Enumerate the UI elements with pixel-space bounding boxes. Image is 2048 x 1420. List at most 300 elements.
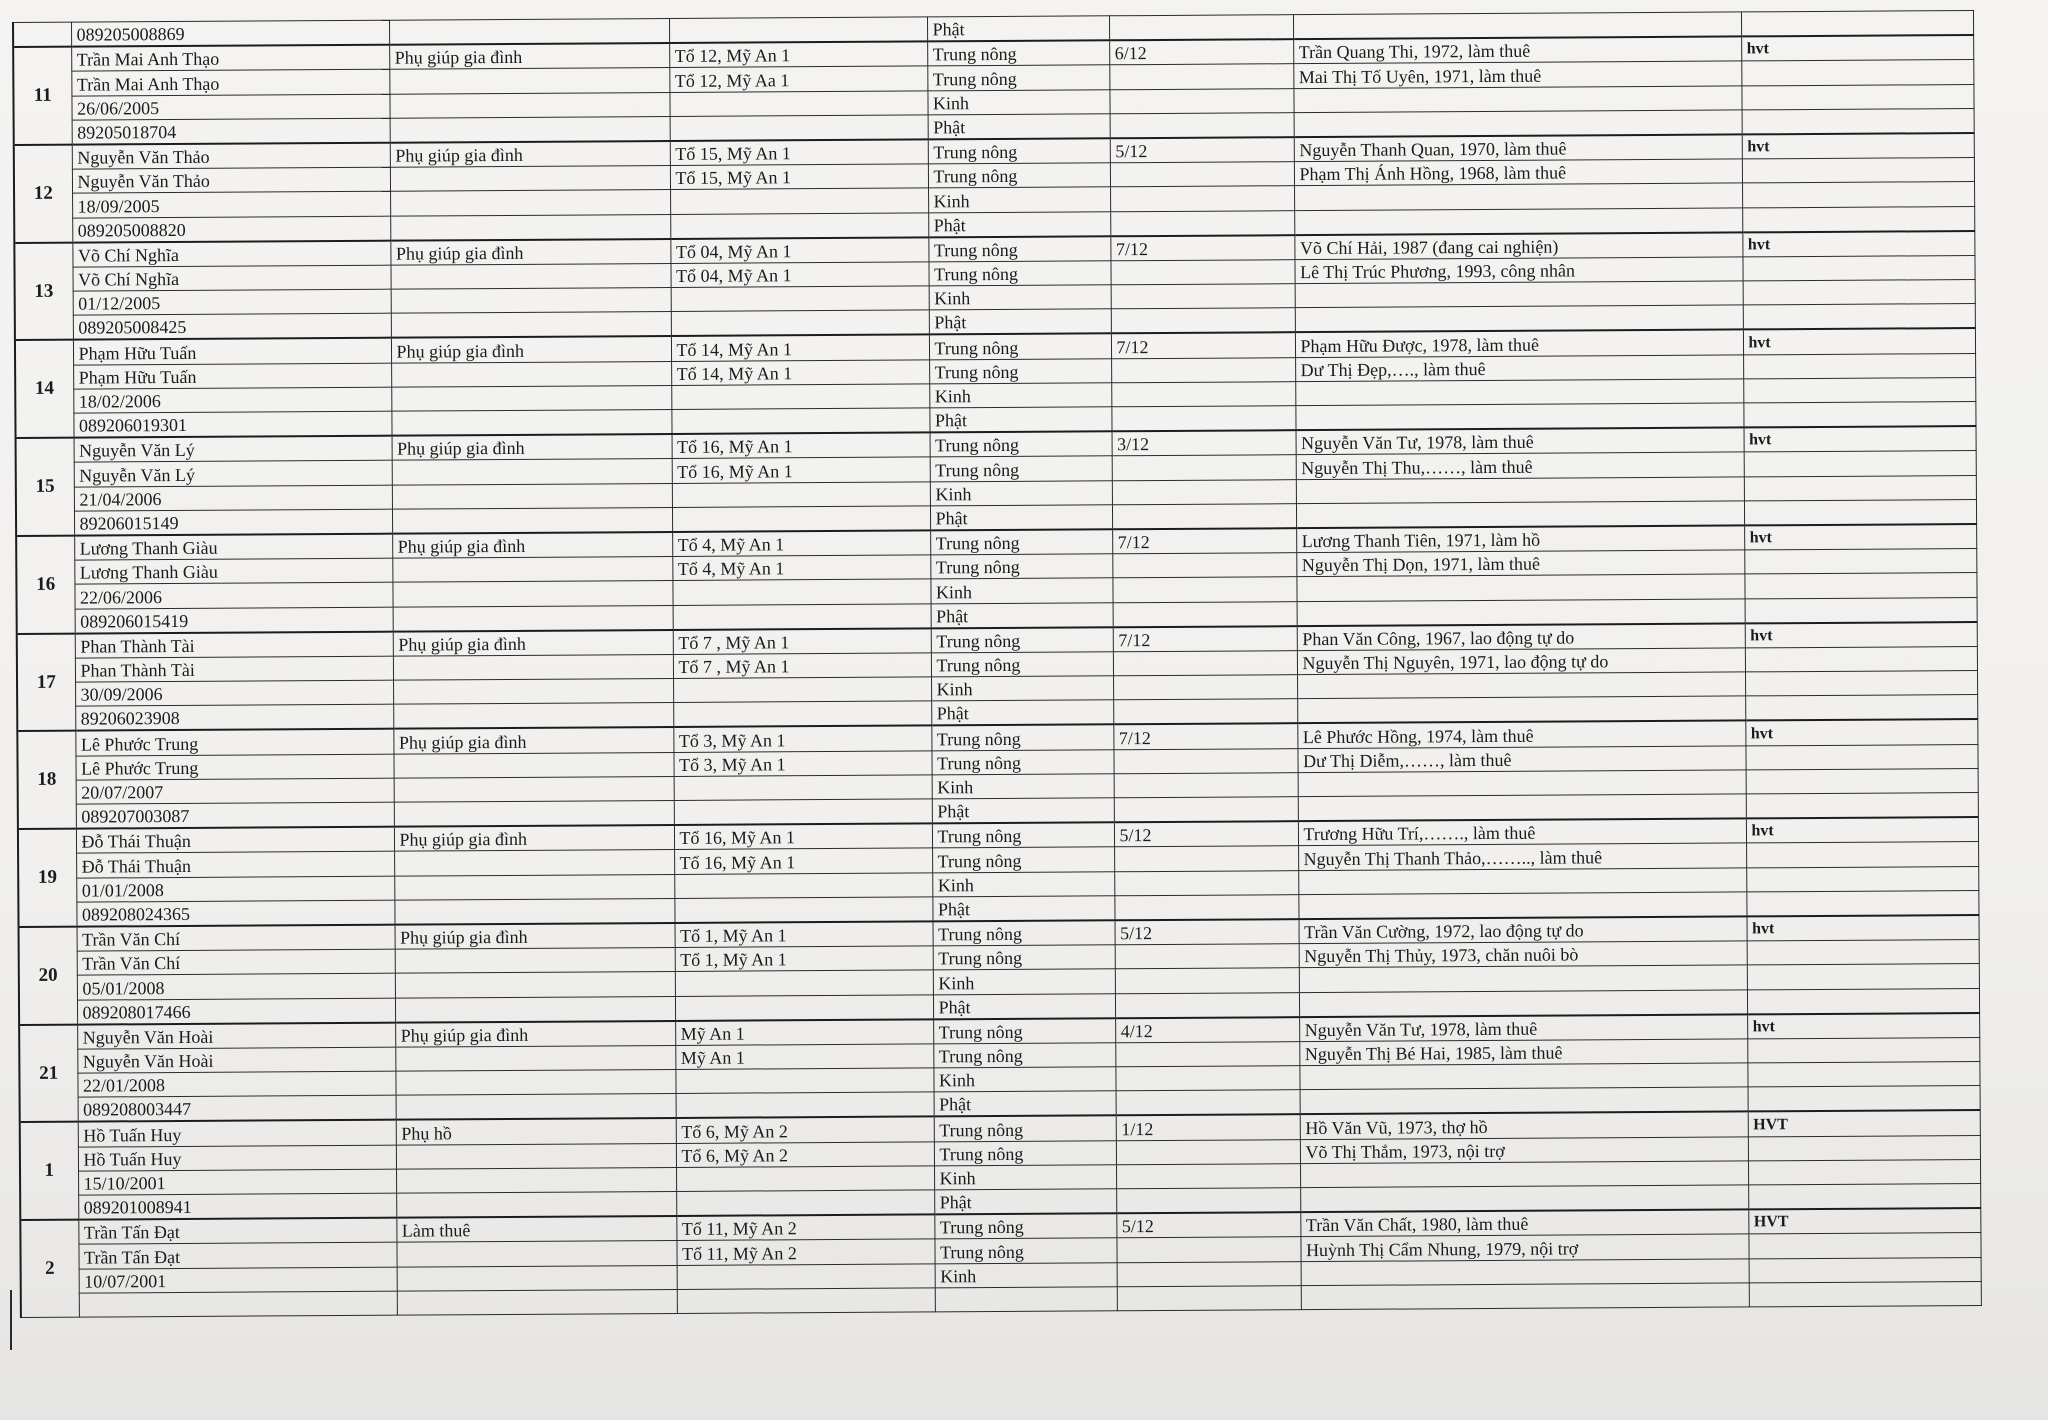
address-cell: Tổ 16, Mỹ An 1 xyxy=(672,433,930,459)
address-cell: Tổ 14, Mỹ An 1 xyxy=(671,360,929,386)
person-info-cell: 089208003447 xyxy=(78,1095,396,1122)
occupation-cell xyxy=(395,972,675,998)
row-index-cell: 2 xyxy=(20,1220,79,1318)
code-cell xyxy=(1742,158,1974,184)
months-cell: 1/12 xyxy=(1116,1115,1300,1141)
occupation-cell xyxy=(393,703,673,729)
class-ethnic-religion-cell: Trung nông xyxy=(934,1140,1116,1165)
occupation-cell xyxy=(394,850,674,876)
address-cell: Tổ 12, Mỹ Aa 1 xyxy=(669,66,927,92)
code-cell xyxy=(1741,84,1973,110)
person-info-cell: 89205018704 xyxy=(72,118,390,145)
address-cell xyxy=(672,506,930,532)
class-ethnic-religion-cell: Phật xyxy=(934,1189,1116,1215)
person-info-cell: 089208024365 xyxy=(76,900,394,927)
person-info-cell: 20/07/2007 xyxy=(76,778,394,804)
class-ethnic-religion-cell: Kinh xyxy=(929,383,1111,408)
months-cell xyxy=(1109,15,1293,41)
code-cell xyxy=(1747,940,1979,966)
person-info-cell: 089201008941 xyxy=(78,1193,396,1220)
occupation-cell: Làm thuê xyxy=(396,1216,676,1242)
class-ethnic-religion-cell: Trung nông xyxy=(930,431,1112,457)
class-ethnic-religion-cell: Trung nông xyxy=(931,627,1113,653)
months-cell xyxy=(1112,455,1296,480)
months-cell xyxy=(1110,162,1294,187)
occupation-cell: Phụ giúp gia đình xyxy=(394,825,674,851)
parent-cell xyxy=(1294,110,1742,137)
parent-cell: Mai Thị Tố Uyên, 1971, làm thuê xyxy=(1293,61,1741,88)
class-ethnic-religion-cell: Trung nông xyxy=(933,920,1115,946)
person-info-cell: Hồ Tuấn Huy xyxy=(78,1120,396,1147)
address-cell xyxy=(670,212,928,238)
address-cell xyxy=(675,994,933,1020)
parent-cell: Nguyễn Thanh Quan, 1970, làm thuê xyxy=(1294,134,1742,161)
months-cell xyxy=(1116,1188,1300,1214)
code-cell xyxy=(1746,890,1978,916)
months-cell: 7/12 xyxy=(1111,333,1295,359)
months-cell: 6/12 xyxy=(1109,39,1293,65)
occupation-cell: Phụ giúp gia đình xyxy=(390,239,670,265)
occupation-cell xyxy=(390,116,670,142)
code-cell xyxy=(1748,1135,1980,1161)
row-index-cell: 12 xyxy=(14,145,73,243)
occupation-cell: Phụ giúp gia đình xyxy=(392,532,672,558)
class-ethnic-religion-cell: Phật xyxy=(928,114,1110,140)
months-cell xyxy=(1113,748,1297,773)
occupation-cell xyxy=(390,214,670,240)
code-cell xyxy=(1748,1159,1980,1185)
occupation-cell xyxy=(394,800,674,826)
occupation-cell xyxy=(389,92,669,118)
class-ethnic-religion-cell: Trung nông xyxy=(933,1018,1115,1044)
months-cell xyxy=(1111,357,1295,382)
months-cell xyxy=(1110,112,1294,138)
occupation-cell xyxy=(397,1289,677,1315)
class-ethnic-religion-cell xyxy=(935,1287,1117,1312)
months-cell: 7/12 xyxy=(1112,528,1296,554)
class-ethnic-religion-cell: Trung nông xyxy=(934,1213,1116,1239)
class-ethnic-religion-cell: Kinh xyxy=(929,285,1111,310)
code-cell xyxy=(1743,377,1975,403)
parent-cell: Phan Văn Công, 1967, lao động tự do xyxy=(1297,623,1745,650)
row-index-cell: 16 xyxy=(16,536,75,634)
parent-cell xyxy=(1296,476,1744,503)
occupation-cell: Phụ giúp gia đình xyxy=(389,43,669,69)
parent-cell: Hồ Văn Vũ, 1973, thợ hồ xyxy=(1300,1112,1748,1139)
months-cell xyxy=(1114,894,1298,920)
occupation-cell: Phụ giúp gia đình xyxy=(395,1021,675,1047)
code-cell xyxy=(1747,964,1979,990)
months-cell xyxy=(1113,675,1297,700)
person-info-cell: Nguyễn Văn Hoài xyxy=(77,1022,395,1049)
months-cell xyxy=(1110,260,1294,285)
months-cell xyxy=(1112,577,1296,602)
parent-cell xyxy=(1299,1063,1747,1090)
parent-cell: Lương Thanh Tiên, 1971, làm hồ xyxy=(1296,525,1744,552)
months-cell xyxy=(1110,186,1294,211)
address-cell: Tổ 7 , Mỹ An 1 xyxy=(673,653,931,679)
address-cell xyxy=(674,872,932,898)
class-ethnic-religion-cell: Trung nông xyxy=(928,138,1110,164)
code-cell xyxy=(1742,108,1974,134)
code-cell xyxy=(1744,451,1976,477)
person-info-cell: 01/12/2005 xyxy=(73,289,391,315)
person-info-cell: 22/01/2008 xyxy=(77,1071,395,1097)
occupation-cell xyxy=(396,1143,676,1169)
months-cell: 4/12 xyxy=(1115,1017,1299,1043)
occupation-cell xyxy=(396,1094,676,1120)
months-cell xyxy=(1114,870,1298,895)
parent-cell xyxy=(1300,1185,1748,1212)
occupation-cell xyxy=(390,190,670,216)
records-table-body xyxy=(13,11,1981,1318)
occupation-cell xyxy=(392,459,672,485)
parent-cell xyxy=(1297,672,1745,699)
person-info-cell: Trần Tấn Đạt xyxy=(78,1243,396,1269)
months-cell xyxy=(1115,1066,1299,1091)
address-cell xyxy=(669,17,927,43)
row-index-cell: 17 xyxy=(17,633,76,731)
code-cell: HVT xyxy=(1748,1208,1980,1234)
occupation-cell xyxy=(394,898,674,924)
row-index-cell: 1 xyxy=(20,1122,79,1220)
person-info-cell: Nguyễn Văn Hoài xyxy=(77,1047,395,1073)
parent-cell xyxy=(1298,770,1746,797)
person-info-cell: 01/01/2008 xyxy=(76,876,394,902)
address-cell xyxy=(676,1190,934,1216)
occupation-cell xyxy=(390,166,670,192)
occupation-cell xyxy=(389,18,669,44)
person-info-cell: Nguyễn Văn Lý xyxy=(74,436,392,463)
row-index-cell: 20 xyxy=(19,927,78,1025)
parent-cell: Võ Chí Hải, 1987 (đang cai nghiện) xyxy=(1294,232,1742,259)
parent-cell xyxy=(1301,1283,1749,1310)
class-ethnic-religion-cell: Trung nông xyxy=(929,358,1111,383)
code-cell xyxy=(1749,1281,1981,1307)
months-cell xyxy=(1115,1042,1299,1067)
person-info-cell: 30/09/2006 xyxy=(75,680,393,706)
class-ethnic-religion-cell: Trung nông xyxy=(932,822,1114,848)
code-cell xyxy=(1746,768,1978,794)
id-number-cell: 089205008869 xyxy=(71,20,389,47)
code-cell xyxy=(1746,866,1978,892)
months-cell: 5/12 xyxy=(1114,821,1298,847)
class-ethnic-religion-cell: Kinh xyxy=(930,578,1112,603)
row-index-cell: 13 xyxy=(14,242,73,340)
address-cell: Tổ 16, Mỹ An 1 xyxy=(674,824,932,850)
address-cell: Tổ 1, Mỹ An 1 xyxy=(675,946,933,972)
address-cell xyxy=(676,1166,934,1192)
class-ethnic-religion-cell: Trung nông xyxy=(929,334,1111,360)
person-info-cell: 05/01/2008 xyxy=(77,973,395,999)
parent-cell xyxy=(1294,207,1742,234)
parent-cell xyxy=(1294,183,1742,210)
parent-cell xyxy=(1297,696,1745,723)
parent-cell: Dư Thị Đẹp,…., làm thuê xyxy=(1295,355,1743,382)
parent-cell: Huỳnh Thị Cẩm Nhung, 1979, nội trợ xyxy=(1300,1234,1748,1261)
person-info-cell: Nguyễn Văn Lý xyxy=(74,461,392,487)
address-cell xyxy=(671,310,929,336)
records-table xyxy=(12,10,1981,1318)
code-cell xyxy=(1746,842,1978,868)
months-cell: 5/12 xyxy=(1115,919,1299,945)
parent-cell xyxy=(1297,598,1745,625)
address-cell: Tổ 15, Mỹ An 1 xyxy=(670,164,928,190)
parent-cell: Lê Thị Trúc Phương, 1993, công nhân xyxy=(1294,257,1742,284)
person-info-cell: Phan Thành Tài xyxy=(75,631,393,658)
person-info-cell: Nguyễn Văn Thảo xyxy=(72,167,390,193)
months-cell xyxy=(1111,308,1295,334)
months-cell xyxy=(1109,88,1293,113)
class-ethnic-religion-cell: Phật xyxy=(931,700,1113,726)
months-cell xyxy=(1116,1163,1300,1188)
parent-cell xyxy=(1295,379,1743,406)
person-info-cell: Trần Văn Chí xyxy=(77,949,395,975)
months-cell: 7/12 xyxy=(1113,724,1297,750)
address-cell xyxy=(673,701,931,727)
parent-cell: Võ Thị Thắm, 1973, nội trợ xyxy=(1300,1137,1748,1164)
occupation-cell xyxy=(397,1265,677,1291)
address-cell xyxy=(669,90,927,116)
parent-cell: Trương Hữu Trí,……., làm thuê xyxy=(1298,819,1746,846)
address-cell xyxy=(671,286,929,312)
parent-cell xyxy=(1300,1161,1748,1188)
months-cell xyxy=(1111,381,1295,406)
person-info-cell: Phạm Hữu Tuấn xyxy=(73,363,391,389)
occupation-cell xyxy=(392,581,672,607)
code-cell xyxy=(1745,671,1977,697)
row-index-cell xyxy=(13,22,71,47)
code-cell: hvt xyxy=(1745,622,1977,648)
person-info-cell: Lê Phước Trung xyxy=(75,729,393,756)
person-info-cell xyxy=(79,1291,397,1317)
person-info-cell: 89206015149 xyxy=(74,509,392,536)
occupation-cell: Phụ giúp gia đình xyxy=(393,727,673,753)
class-ethnic-religion-cell: Trung nông xyxy=(933,945,1115,970)
occupation-cell xyxy=(396,1241,676,1267)
months-cell xyxy=(1115,944,1299,969)
class-ethnic-religion-cell: Kinh xyxy=(933,1067,1115,1092)
code-cell xyxy=(1741,60,1973,86)
code-cell xyxy=(1748,1086,1980,1112)
parent-cell xyxy=(1300,1087,1748,1114)
person-info-cell: 089207003087 xyxy=(76,802,394,829)
occupation-cell: Phụ giúp gia đình xyxy=(390,141,670,167)
person-info-cell: 089205008425 xyxy=(73,313,391,340)
occupation-cell xyxy=(391,288,671,314)
occupation-cell xyxy=(395,1070,675,1096)
address-cell: Tổ 4, Mỹ An 1 xyxy=(672,530,930,556)
parent-cell: Trần Quang Thi, 1972, làm thuê xyxy=(1293,37,1741,64)
person-info-cell: Trần Mai Anh Thạo xyxy=(71,45,389,72)
code-cell: hvt xyxy=(1744,524,1976,550)
parent-cell: Nguyễn Thị Dọn, 1971, làm thuê xyxy=(1296,550,1744,577)
months-cell xyxy=(1114,797,1298,823)
records-table-wrapper xyxy=(12,10,1980,1318)
parent-cell xyxy=(1298,867,1746,894)
class-ethnic-religion-cell: Phật xyxy=(934,1091,1116,1117)
person-info-cell: Trần Văn Chí xyxy=(77,925,395,952)
address-cell: Tổ 11, Mỹ An 2 xyxy=(676,1215,934,1241)
parent-cell xyxy=(1295,305,1743,332)
person-info-cell: 15/10/2001 xyxy=(78,1169,396,1195)
parent-cell xyxy=(1296,574,1744,601)
address-cell xyxy=(676,1092,934,1118)
months-cell xyxy=(1113,651,1297,676)
row-index-cell: 21 xyxy=(19,1024,78,1122)
class-ethnic-religion-cell: Phật xyxy=(929,309,1111,335)
parent-cell xyxy=(1296,501,1744,528)
parent-cell: Nguyễn Thị Thanh Thảo,…….., làm thuê xyxy=(1298,843,1746,870)
class-ethnic-religion-cell: Trung nông xyxy=(932,847,1114,872)
class-ethnic-religion-cell: Trung nông xyxy=(930,554,1112,579)
occupation-cell xyxy=(389,68,669,94)
address-cell: Tổ 3, Mỹ An 1 xyxy=(673,726,931,752)
months-cell xyxy=(1112,503,1296,529)
person-info-cell: 18/09/2005 xyxy=(72,192,390,218)
months-cell xyxy=(1114,846,1298,871)
months-cell xyxy=(1117,1285,1301,1310)
occupation-cell xyxy=(392,483,672,509)
code-cell xyxy=(1747,1062,1979,1088)
code-cell: HVT xyxy=(1748,1110,1980,1136)
parent-cell: Phạm Thị Ánh Hồng, 1968, làm thuê xyxy=(1294,159,1742,186)
parent-cell: Lê Phước Hồng, 1974, làm thuê xyxy=(1297,721,1745,748)
person-info-cell: Hồ Tuấn Huy xyxy=(78,1145,396,1171)
parent-cell: Nguyễn Thị Bé Hai, 1985, làm thuê xyxy=(1299,1039,1747,1066)
months-cell xyxy=(1114,772,1298,797)
class-ethnic-religion-cell: Kinh xyxy=(928,187,1110,212)
address-cell: Tổ 11, Mỹ An 2 xyxy=(676,1239,934,1265)
code-cell xyxy=(1743,304,1975,330)
months-cell xyxy=(1115,968,1299,993)
class-ethnic-religion-cell: Phật xyxy=(933,993,1115,1019)
class-ethnic-religion-cell: Trung nông xyxy=(927,40,1109,66)
class-ethnic-religion-cell: Phật xyxy=(928,211,1110,237)
code-cell xyxy=(1744,549,1976,575)
address-cell: Tổ 04, Mỹ An 1 xyxy=(670,262,928,288)
occupation-cell: Phụ giúp gia đình xyxy=(395,923,675,949)
address-cell xyxy=(677,1263,935,1289)
occupation-cell xyxy=(395,948,675,974)
code-cell: hvt xyxy=(1742,133,1974,159)
code-cell: hvt xyxy=(1744,426,1976,452)
occupation-cell xyxy=(391,312,671,338)
person-info-cell: 89206023908 xyxy=(75,704,393,731)
address-cell: Tổ 6, Mỹ An 2 xyxy=(676,1142,934,1168)
code-cell xyxy=(1748,1233,1980,1259)
months-cell xyxy=(1111,284,1295,309)
code-cell: hvt xyxy=(1743,328,1975,354)
row-index-cell: 18 xyxy=(17,731,76,829)
occupation-cell xyxy=(395,1045,675,1071)
address-cell xyxy=(675,970,933,996)
person-info-cell: 18/02/2006 xyxy=(73,387,391,413)
address-cell xyxy=(673,677,931,703)
occupation-cell xyxy=(393,752,673,778)
class-ethnic-religion-cell: Trung nông xyxy=(934,1238,1116,1263)
months-cell: 7/12 xyxy=(1110,235,1294,261)
class-ethnic-religion-cell: Trung nông xyxy=(928,236,1110,262)
parent-cell: Nguyễn Thị Thu,……, làm thuê xyxy=(1296,452,1744,479)
parent-cell xyxy=(1301,1258,1749,1285)
parent-cell xyxy=(1295,281,1743,308)
address-cell xyxy=(674,799,932,825)
months-cell: 5/12 xyxy=(1116,1212,1300,1238)
occupation-cell xyxy=(393,654,673,680)
occupation-cell: Phụ giúp gia đình xyxy=(392,434,672,460)
person-info-cell: 089205008820 xyxy=(72,216,390,243)
code-cell xyxy=(1742,255,1974,281)
address-cell xyxy=(673,603,931,629)
code-cell xyxy=(1743,353,1975,379)
person-info-cell: 10/07/2001 xyxy=(79,1267,397,1293)
row-index-cell: 14 xyxy=(15,340,74,438)
occupation-cell xyxy=(392,507,672,533)
person-info-cell: 22/06/2006 xyxy=(74,582,392,608)
parent-cell: Trần Văn Cường, 1972, lao động tự do xyxy=(1299,916,1747,943)
occupation-cell xyxy=(394,874,674,900)
code-cell: hvt xyxy=(1746,817,1978,843)
class-ethnic-religion-cell: Trung nông xyxy=(928,163,1110,188)
months-cell xyxy=(1112,553,1296,578)
class-ethnic-religion-cell: Kinh xyxy=(935,1262,1117,1287)
months-cell xyxy=(1113,699,1297,725)
occupation-cell xyxy=(391,409,671,435)
person-info-cell: Võ Chí Nghĩa xyxy=(72,265,390,291)
occupation-cell xyxy=(390,263,670,289)
address-cell xyxy=(671,408,929,434)
person-info-cell: 089206019301 xyxy=(73,411,391,438)
code-cell xyxy=(1747,988,1979,1014)
parent-cell: Nguyễn Văn Tư, 1978, làm thuê xyxy=(1299,1014,1747,1041)
code-cell xyxy=(1744,499,1976,525)
months-cell xyxy=(1110,210,1294,236)
months-cell xyxy=(1111,406,1295,432)
person-info-cell: 089208017466 xyxy=(77,998,395,1025)
row-index-cell: 19 xyxy=(18,829,77,927)
class-ethnic-religion-cell: Phật xyxy=(930,505,1112,531)
months-cell xyxy=(1113,601,1297,627)
code-cell xyxy=(1741,11,1973,37)
occupation-cell xyxy=(393,679,673,705)
code-cell: hvt xyxy=(1746,915,1978,941)
code-cell xyxy=(1743,280,1975,306)
address-cell xyxy=(674,775,932,801)
code-cell xyxy=(1747,1037,1979,1063)
class-ethnic-religion-cell: Trung nông xyxy=(931,749,1113,774)
occupation-cell: Phụ hồ xyxy=(396,1118,676,1144)
code-cell xyxy=(1742,182,1974,208)
months-cell xyxy=(1115,992,1299,1018)
address-cell: Mỹ An 1 xyxy=(675,1019,933,1045)
margin-mark xyxy=(10,1290,12,1350)
address-cell xyxy=(674,897,932,923)
parent-cell: Dư Thị Diễm,……, làm thuê xyxy=(1297,746,1745,773)
address-cell: Tổ 4, Mỹ An 1 xyxy=(672,555,930,581)
months-cell xyxy=(1109,64,1293,89)
address-cell: Tổ 16, Mỹ An 1 xyxy=(674,848,932,874)
class-ethnic-religion-cell: Trung nông xyxy=(930,456,1112,481)
person-info-cell: Võ Chí Nghĩa xyxy=(72,240,390,267)
code-cell: hvt xyxy=(1747,1013,1979,1039)
occupation-cell: Phụ giúp gia đình xyxy=(391,336,671,362)
code-cell xyxy=(1745,646,1977,672)
parent-cell xyxy=(1299,965,1747,992)
months-cell: 5/12 xyxy=(1110,137,1294,163)
occupation-cell xyxy=(394,776,674,802)
person-info-cell: 26/06/2005 xyxy=(71,94,389,120)
